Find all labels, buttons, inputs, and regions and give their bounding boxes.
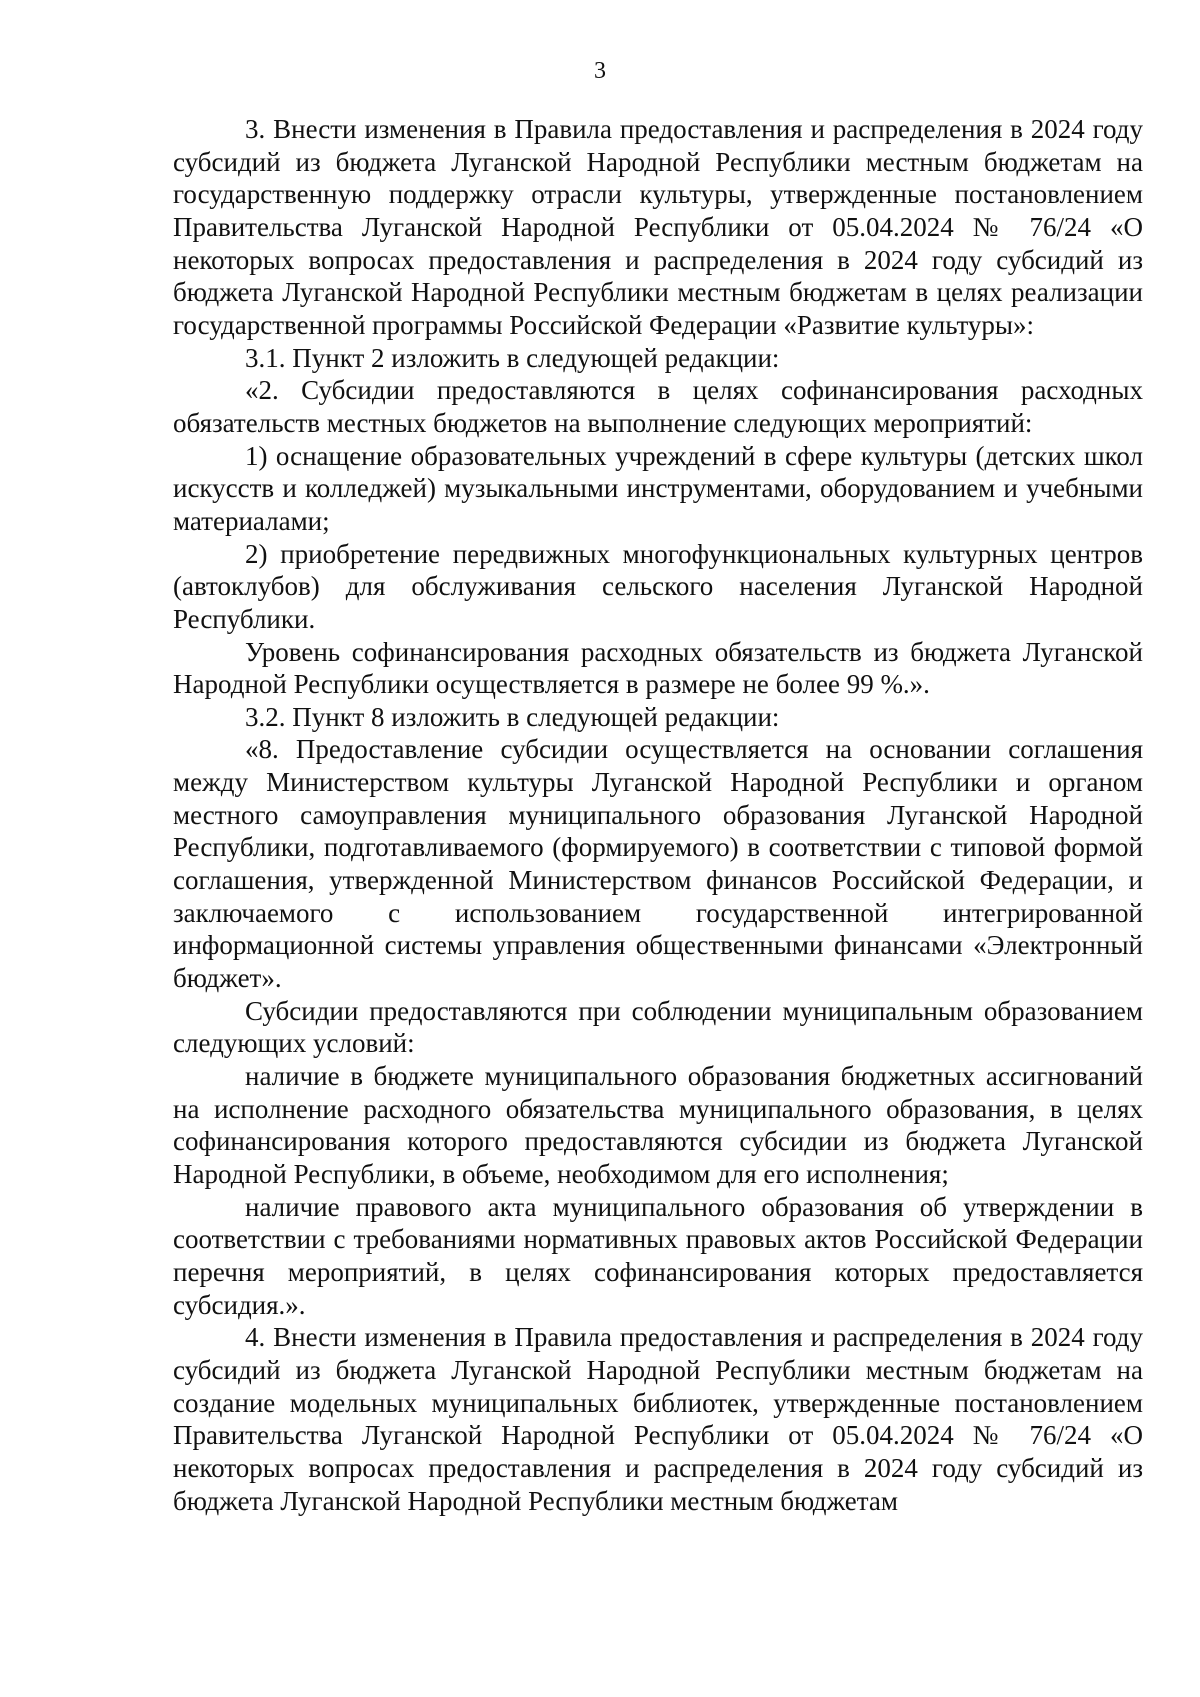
paragraph-3-1: 3.1. Пункт 2 изложить в следующей редакции:: [245, 342, 780, 373]
paragraph-4: 4. Внести изменения в Правила предоставления и распределения в 2024 году субсидий из бюджета Луганской Народной Республики местным бюджетам на создание модельных муниципальных библиотек, утвержденные постановлением Правительства Луганской Народной Республики от 05.04.2024 № 76/24 «О некоторых вопросах предоставления и распределения в 2024 году субсидий из бюджета Луганской Народной Республики местным бюджетам: [173, 1322, 1143, 1516]
condition-budget-allocations: наличие в бюджете муниципального образования бюджетных ассигнований на исполнение расходного обязательства муниципального образования, в целях софинансирования которого предоставляются субсидии из бюджета Луганской Народной Республики, в объеме, необходимом для его исполнения;: [173, 1061, 1143, 1189]
paragraph-conditions-intro: Субсидии предоставляются при соблюдении муниципальным образованием следующих условий:: [173, 995, 1143, 1059]
paragraph-3-2: 3.2. Пункт 8 изложить в следующей редакции:: [245, 701, 780, 732]
list-item-2: 2) приобретение передвижных многофункциональных культурных центров (автоклубов) для обслуживания сельского населения Луганской Народной Республики.: [173, 538, 1143, 634]
paragraph-cofinancing-level: Уровень софинансирования расходных обязательств из бюджета Луганской Народной Республики осуществляется в размере не более 99 %.».: [173, 636, 1143, 700]
list-item-1: 1) оснащение образовательных учреждений в сфере культуры (детских школ искусств и колледжей) музыкальными инструментами, оборудованием и учебными материалами;: [173, 440, 1143, 536]
document-body: [173, 113, 1143, 1517]
condition-legal-act: наличие правового акта муниципального образования об утверждении в соответствии с требованиями нормативных правовых актов Российской Федерации перечня мероприятий, в целях софинансирования которых предоставляется субсидия.».: [173, 1191, 1143, 1320]
paragraph-clause-2: «2. Субсидии предоставляются в целях софинансирования расходных обязательств местных бюджетов на выполнение следующих мероприятий:: [173, 375, 1143, 438]
page-number: 3: [594, 58, 606, 84]
paragraph-clause-8: «8. Предоставление субсидии осуществляется на основании соглашения между Министерством культуры Луганской Народной Республики и органом местного самоуправления муниципального образования Луганской Народной Республики, подготавливаемого (формируемого) в соответствии с типовой формой соглашения, утвержденной Министерством финансов Российской Федерации, и заключаемого с использованием государственной интегрированной информационной системы управления общественными финансами «Электронный бюджет».: [173, 734, 1143, 994]
paragraph-3: 3. Внести изменения в Правила предоставления и распределения в 2024 году субсидий из бюджета Луганской Народной Республики местным бюджетам на государственную поддержку отрасли культуры, утвержденные постановлением Правительства Луганской Народной Республики от 05.04.2024 № 76/24 «О некоторых вопросах предоставления и распределения в 2024 году субсидий из бюджета Луганской Народной Республики местным бюджетам в целях реализации государственной программы Российской Федерации «Развитие культуры»:: [173, 114, 1143, 340]
